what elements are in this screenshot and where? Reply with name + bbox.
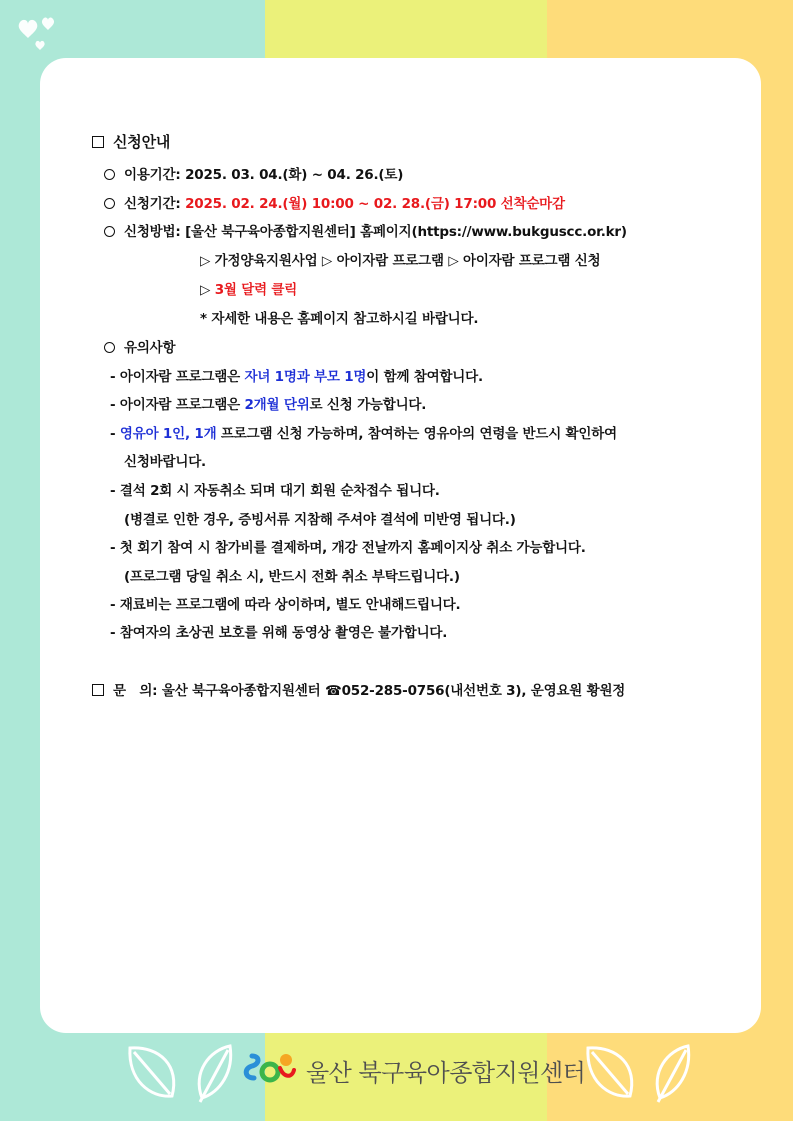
note-3-text: 프로그램 신청 가능하며, 참여하는 영유아의 연령을 반드시 확인하여: [216, 426, 617, 442]
method-step1: ▷ 가정양육지원사업 ▷ 아이자람 프로그램 ▷ 아이자람 프로그램 신청: [200, 253, 601, 269]
note-1-text: - 아이자람 프로그램은: [110, 369, 245, 385]
note-2-highlight: 2개월 단위: [244, 397, 310, 413]
section-title: 신청안내: [113, 133, 171, 151]
note-2-text: - 아이자람 프로그램은: [110, 397, 245, 413]
note-item-1: [110, 367, 483, 387]
method-value: [울산 북구육아종합지원센터] 홈페이지(https://www.bukguscc.or.kr): [185, 224, 627, 240]
checkbox-square-icon: [92, 684, 104, 696]
method-step2-text: 3월 달력 클릭: [214, 282, 298, 298]
hearts-icon: [14, 14, 70, 60]
note-1-tail: 이 함께 참여합니다.: [366, 369, 483, 385]
note-5-sub: (프로그램 당일 취소 시, 반드시 전화 취소 부탁드립니다.): [124, 569, 460, 585]
method-note: * 자세한 내용은 홈페이지 참고하시길 바랍니다.: [200, 311, 479, 327]
method-step2: [200, 280, 297, 300]
checkbox-square-icon: [92, 136, 104, 148]
note-3-continuation: 신청바랍니다.: [124, 454, 206, 470]
note-item-5: - 첫 회기 참여 시 참가비를 결제하며, 개강 전날까지 홈페이지상 취소 가능합니다.: [110, 540, 586, 556]
note-item-7: - 참여자의 초상권 보호를 위해 동영상 촬영은 불가합니다.: [110, 625, 448, 641]
note-item-6: - 재료비는 프로그램에 따라 상이하며, 별도 안내해드립니다.: [110, 597, 461, 613]
note-item-2: [110, 395, 426, 415]
leaf-icon: [578, 1040, 718, 1110]
notes-label: 유의사항: [124, 340, 176, 356]
notes-row: [104, 338, 175, 358]
period-value: 2025. 03. 04.(화) ~ 04. 26.(토): [185, 167, 404, 183]
period-label: 이용기간:: [124, 167, 181, 183]
apply-period-value: 2025. 02. 24.(월) 10:00 ~ 02. 28.(금) 17:00 선착순마감: [185, 196, 565, 212]
note-item-4: - 결석 2회 시 자동취소 되며 대기 회원 순차접수 됩니다.: [110, 483, 440, 499]
circle-bullet-icon: [104, 342, 115, 353]
method-label: 신청방법:: [124, 224, 181, 240]
period-row: [104, 165, 403, 185]
note-3-dash: -: [110, 426, 120, 442]
section-heading: [92, 132, 170, 152]
contact-row: [92, 681, 625, 701]
note-3-highlight: 영유아 1인, 1개: [119, 426, 217, 442]
method-row: [104, 222, 627, 242]
apply-period-row: [104, 194, 565, 214]
note-1-highlight: 자녀 1명과 부모 1명: [244, 369, 367, 385]
leaf-icon: [120, 1040, 260, 1110]
method-step2-arrow: ▷: [200, 282, 215, 298]
circle-bullet-icon: [104, 198, 115, 209]
circle-bullet-icon: [104, 226, 115, 237]
apply-period-label: 신청기간:: [124, 196, 181, 212]
contact-value: 울산 북구육아종합지원센터 ☎052-285-0756(내선번호 3), 운영요원 황원정: [161, 683, 626, 699]
center-logo-icon: [240, 1048, 300, 1088]
footer-org-name: 울산 북구육아종합지원센터: [306, 1059, 586, 1087]
circle-bullet-icon: [104, 169, 115, 180]
note-4-sub: (병결로 인한 경우, 증빙서류 지참해 주셔야 결석에 미반영 됩니다.): [124, 512, 516, 528]
note-2-tail: 로 신청 가능합니다.: [309, 397, 427, 413]
note-item-3: [110, 424, 617, 444]
contact-label: 문 의:: [113, 683, 158, 699]
